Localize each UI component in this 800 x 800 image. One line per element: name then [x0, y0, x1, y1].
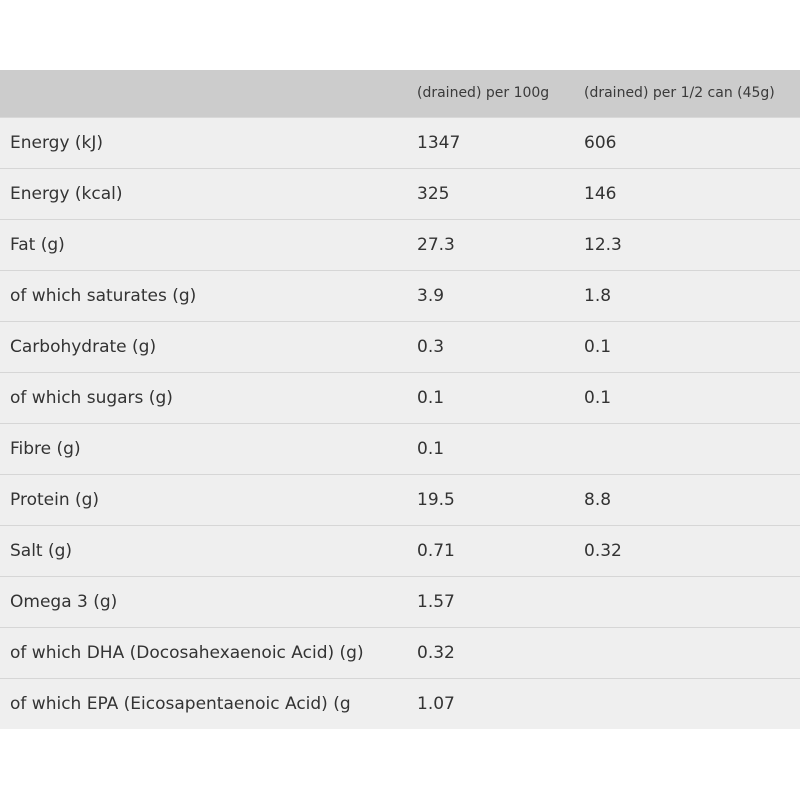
nutrient-label: Salt (g)	[0, 525, 409, 576]
nutrient-label: Energy (kcal)	[0, 168, 409, 219]
value-per-100g: 19.5	[409, 474, 576, 525]
value-per-half-can: 0.1	[576, 372, 800, 423]
table-row	[0, 219, 800, 270]
value-per-100g: 27.3	[409, 219, 576, 270]
table-row	[0, 474, 800, 525]
table-row	[0, 168, 800, 219]
table-row	[0, 423, 800, 474]
nutrient-label: Fat (g)	[0, 219, 409, 270]
value-per-100g: 0.3	[409, 321, 576, 372]
nutrient-label: Omega 3 (g)	[0, 576, 409, 627]
value-per-100g: 0.1	[409, 372, 576, 423]
nutrient-label: of which saturates (g)	[0, 270, 409, 321]
value-per-100g: 1.57	[409, 576, 576, 627]
value-per-half-can	[576, 627, 800, 678]
value-per-half-can	[576, 576, 800, 627]
table-row	[0, 525, 800, 576]
nutrient-label: Carbohydrate (g)	[0, 321, 409, 372]
nutrient-label: Protein (g)	[0, 474, 409, 525]
header-per-half-can: (drained) per 1/2 can (45g)	[576, 70, 800, 117]
table-body	[0, 117, 800, 729]
nutrient-label: Energy (kJ)	[10, 132, 104, 153]
value-per-half-can: 146	[576, 168, 800, 219]
table-row	[0, 321, 800, 372]
table-row	[0, 372, 800, 423]
nutrient-label: of which sugars (g)	[0, 372, 409, 423]
value-per-100g: 3.9	[409, 270, 576, 321]
nutrition-table	[0, 70, 800, 729]
value-per-100g: 0.71	[409, 525, 576, 576]
value-per-half-can: 0.1	[576, 321, 800, 372]
header-row	[0, 70, 800, 117]
table-header	[0, 70, 800, 117]
value-per-100g: 1.07	[409, 678, 576, 729]
value-per-half-can	[576, 678, 800, 729]
value-per-half-can: 12.3	[576, 219, 800, 270]
value-per-100g: 1347	[417, 132, 461, 153]
table-row	[0, 117, 800, 168]
header-per-100g: (drained) per 100g	[409, 70, 576, 117]
table-row	[0, 270, 800, 321]
table-row	[0, 678, 800, 729]
table-row	[0, 576, 800, 627]
value-per-100g: 0.1	[409, 423, 576, 474]
table-row	[0, 627, 800, 678]
header-nutrient	[0, 70, 409, 117]
value-per-half-can: 8.8	[576, 474, 800, 525]
nutrient-label: Fibre (g)	[0, 423, 409, 474]
value-per-100g: 0.32	[409, 627, 576, 678]
value-per-half-can: 0.32	[576, 525, 800, 576]
value-per-half-can: 1.8	[576, 270, 800, 321]
value-per-half-can: 606	[584, 132, 617, 153]
nutrient-label: of which DHA (Docosahexaenoic Acid) (g)	[0, 627, 409, 678]
nutrient-label: of which EPA (Eicosapentaenoic Acid) (g	[0, 678, 409, 729]
value-per-100g: 325	[409, 168, 576, 219]
value-per-half-can	[576, 423, 800, 474]
